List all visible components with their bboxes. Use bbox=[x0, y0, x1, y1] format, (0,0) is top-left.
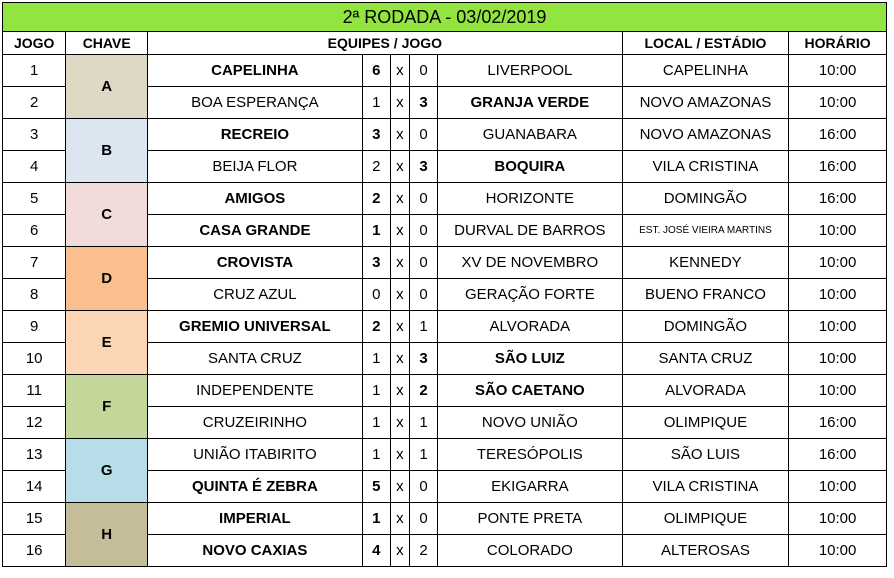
away-score: 2 bbox=[410, 375, 438, 407]
away-score: 3 bbox=[410, 151, 438, 183]
game-number: 12 bbox=[3, 407, 66, 439]
away-team: PONTE PRETA bbox=[437, 503, 622, 535]
away-team: XV DE NOVEMBRO bbox=[437, 247, 622, 279]
header-chave: CHAVE bbox=[66, 32, 148, 55]
title-row bbox=[3, 3, 887, 32]
kickoff-time: 16:00 bbox=[789, 119, 887, 151]
fixtures-sheet bbox=[2, 2, 887, 567]
away-team: LIVERPOOL bbox=[437, 55, 622, 87]
away-team: NOVO UNIÃO bbox=[437, 407, 622, 439]
kickoff-time: 10:00 bbox=[789, 87, 887, 119]
away-team: DURVAL DE BARROS bbox=[437, 215, 622, 247]
table-row bbox=[3, 247, 887, 279]
home-score: 2 bbox=[362, 151, 390, 183]
versus-mark: x bbox=[390, 439, 409, 471]
table-row bbox=[3, 55, 887, 87]
home-team: UNIÃO ITABIRITO bbox=[147, 439, 362, 471]
game-number: 5 bbox=[3, 183, 66, 215]
home-score: 1 bbox=[362, 503, 390, 535]
fixtures-table bbox=[2, 2, 887, 567]
venue: DOMINGÃO bbox=[622, 183, 788, 215]
home-team: CASA GRANDE bbox=[147, 215, 362, 247]
group-label: B bbox=[66, 119, 148, 183]
table-row bbox=[3, 183, 887, 215]
home-team: CAPELINHA bbox=[147, 55, 362, 87]
table-row bbox=[3, 375, 887, 407]
kickoff-time: 10:00 bbox=[789, 503, 887, 535]
versus-mark: x bbox=[390, 471, 409, 503]
home-score: 5 bbox=[362, 471, 390, 503]
away-team: COLORADO bbox=[437, 535, 622, 567]
away-team: ALVORADA bbox=[437, 311, 622, 343]
away-score: 1 bbox=[410, 311, 438, 343]
kickoff-time: 10:00 bbox=[789, 375, 887, 407]
game-number: 4 bbox=[3, 151, 66, 183]
kickoff-time: 10:00 bbox=[789, 535, 887, 567]
home-team: CRUZEIRINHO bbox=[147, 407, 362, 439]
home-score: 1 bbox=[362, 407, 390, 439]
group-label: C bbox=[66, 183, 148, 247]
away-score: 0 bbox=[410, 183, 438, 215]
venue: ALTEROSAS bbox=[622, 535, 788, 567]
game-number: 10 bbox=[3, 343, 66, 375]
away-team: EKIGARRA bbox=[437, 471, 622, 503]
away-score: 0 bbox=[410, 215, 438, 247]
home-score: 6 bbox=[362, 55, 390, 87]
game-number: 8 bbox=[3, 279, 66, 311]
home-score: 1 bbox=[362, 87, 390, 119]
group-label: E bbox=[66, 311, 148, 375]
home-score: 1 bbox=[362, 439, 390, 471]
versus-mark: x bbox=[390, 247, 409, 279]
venue: KENNEDY bbox=[622, 247, 788, 279]
table-row bbox=[3, 439, 887, 471]
versus-mark: x bbox=[390, 535, 409, 567]
game-number: 7 bbox=[3, 247, 66, 279]
kickoff-time: 10:00 bbox=[789, 471, 887, 503]
away-team: GUANABARA bbox=[437, 119, 622, 151]
away-team: BOQUIRA bbox=[437, 151, 622, 183]
home-team: CROVISTA bbox=[147, 247, 362, 279]
venue: VILA CRISTINA bbox=[622, 151, 788, 183]
home-score: 4 bbox=[362, 535, 390, 567]
kickoff-time: 16:00 bbox=[789, 151, 887, 183]
venue: SANTA CRUZ bbox=[622, 343, 788, 375]
page-title: 2ª RODADA - 03/02/2019 bbox=[3, 3, 887, 32]
table-row bbox=[3, 311, 887, 343]
group-label: A bbox=[66, 55, 148, 119]
versus-mark: x bbox=[390, 279, 409, 311]
header-jogo: JOGO bbox=[3, 32, 66, 55]
kickoff-time: 10:00 bbox=[789, 279, 887, 311]
venue: OLIMPIQUE bbox=[622, 503, 788, 535]
game-number: 1 bbox=[3, 55, 66, 87]
kickoff-time: 10:00 bbox=[789, 311, 887, 343]
home-score: 1 bbox=[362, 343, 390, 375]
table-row bbox=[3, 119, 887, 151]
game-number: 16 bbox=[3, 535, 66, 567]
home-score: 3 bbox=[362, 247, 390, 279]
home-team: QUINTA É ZEBRA bbox=[147, 471, 362, 503]
versus-mark: x bbox=[390, 407, 409, 439]
home-score: 0 bbox=[362, 279, 390, 311]
home-score: 2 bbox=[362, 311, 390, 343]
versus-mark: x bbox=[390, 503, 409, 535]
home-score: 2 bbox=[362, 183, 390, 215]
home-team: SANTA CRUZ bbox=[147, 343, 362, 375]
versus-mark: x bbox=[390, 55, 409, 87]
header-horario: HORÁRIO bbox=[789, 32, 887, 55]
header-local: LOCAL / ESTÁDIO bbox=[622, 32, 788, 55]
venue: NOVO AMAZONAS bbox=[622, 119, 788, 151]
game-number: 13 bbox=[3, 439, 66, 471]
home-team: BOA ESPERANÇA bbox=[147, 87, 362, 119]
versus-mark: x bbox=[390, 215, 409, 247]
away-team: TERESÓPOLIS bbox=[437, 439, 622, 471]
home-team: INDEPENDENTE bbox=[147, 375, 362, 407]
game-number: 15 bbox=[3, 503, 66, 535]
venue: ALVORADA bbox=[622, 375, 788, 407]
kickoff-time: 10:00 bbox=[789, 343, 887, 375]
home-score: 1 bbox=[362, 375, 390, 407]
group-label: H bbox=[66, 503, 148, 567]
away-team: SÃO CAETANO bbox=[437, 375, 622, 407]
group-label: D bbox=[66, 247, 148, 311]
away-score: 0 bbox=[410, 55, 438, 87]
away-team: GERAÇÃO FORTE bbox=[437, 279, 622, 311]
home-score: 3 bbox=[362, 119, 390, 151]
away-score: 2 bbox=[410, 535, 438, 567]
game-number: 9 bbox=[3, 311, 66, 343]
away-score: 3 bbox=[410, 343, 438, 375]
venue: SÃO LUIS bbox=[622, 439, 788, 471]
versus-mark: x bbox=[390, 151, 409, 183]
venue: BUENO FRANCO bbox=[622, 279, 788, 311]
away-score: 3 bbox=[410, 87, 438, 119]
kickoff-time: 10:00 bbox=[789, 247, 887, 279]
away-team: SÃO LUIZ bbox=[437, 343, 622, 375]
venue: DOMINGÃO bbox=[622, 311, 788, 343]
away-score: 1 bbox=[410, 407, 438, 439]
away-score: 0 bbox=[410, 247, 438, 279]
away-score: 0 bbox=[410, 279, 438, 311]
game-number: 11 bbox=[3, 375, 66, 407]
away-score: 0 bbox=[410, 503, 438, 535]
header-equipes: EQUIPES / JOGO bbox=[147, 32, 622, 55]
kickoff-time: 16:00 bbox=[789, 439, 887, 471]
game-number: 14 bbox=[3, 471, 66, 503]
table-row bbox=[3, 503, 887, 535]
versus-mark: x bbox=[390, 119, 409, 151]
group-label: F bbox=[66, 375, 148, 439]
away-team: HORIZONTE bbox=[437, 183, 622, 215]
away-score: 0 bbox=[410, 471, 438, 503]
versus-mark: x bbox=[390, 343, 409, 375]
venue: CAPELINHA bbox=[622, 55, 788, 87]
game-number: 3 bbox=[3, 119, 66, 151]
home-team: AMIGOS bbox=[147, 183, 362, 215]
versus-mark: x bbox=[390, 311, 409, 343]
kickoff-time: 16:00 bbox=[789, 183, 887, 215]
venue: OLIMPIQUE bbox=[622, 407, 788, 439]
versus-mark: x bbox=[390, 183, 409, 215]
kickoff-time: 10:00 bbox=[789, 55, 887, 87]
away-team: GRANJA VERDE bbox=[437, 87, 622, 119]
versus-mark: x bbox=[390, 375, 409, 407]
home-team: IMPERIAL bbox=[147, 503, 362, 535]
header-row bbox=[3, 32, 887, 55]
home-team: NOVO CAXIAS bbox=[147, 535, 362, 567]
versus-mark: x bbox=[390, 87, 409, 119]
group-label: G bbox=[66, 439, 148, 503]
home-team: CRUZ AZUL bbox=[147, 279, 362, 311]
venue: VILA CRISTINA bbox=[622, 471, 788, 503]
kickoff-time: 10:00 bbox=[789, 215, 887, 247]
home-team: GREMIO UNIVERSAL bbox=[147, 311, 362, 343]
game-number: 6 bbox=[3, 215, 66, 247]
game-number: 2 bbox=[3, 87, 66, 119]
away-score: 1 bbox=[410, 439, 438, 471]
home-team: BEIJA FLOR bbox=[147, 151, 362, 183]
away-score: 0 bbox=[410, 119, 438, 151]
home-team: RECREIO bbox=[147, 119, 362, 151]
venue: EST. JOSÉ VIEIRA MARTINS bbox=[622, 215, 788, 247]
venue: NOVO AMAZONAS bbox=[622, 87, 788, 119]
home-score: 1 bbox=[362, 215, 390, 247]
kickoff-time: 16:00 bbox=[789, 407, 887, 439]
